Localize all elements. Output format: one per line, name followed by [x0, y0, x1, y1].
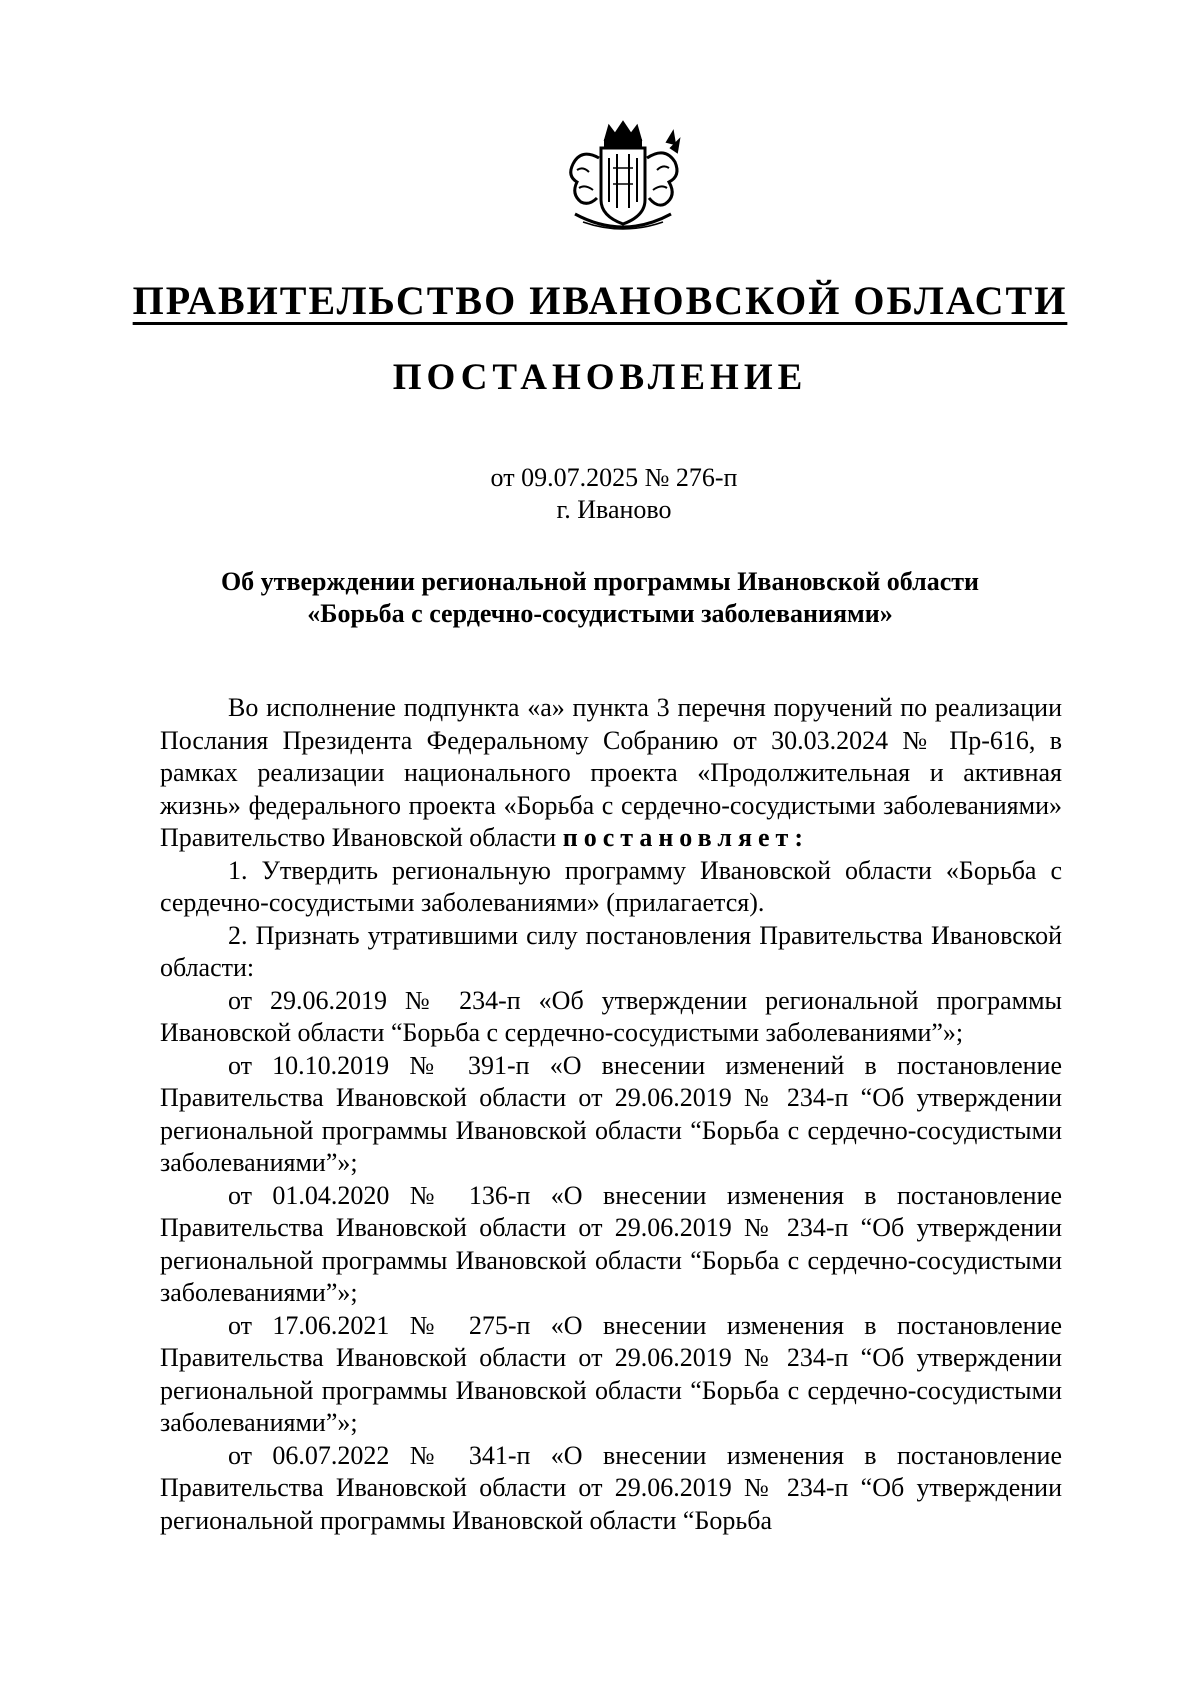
document-body [160, 692, 1062, 1537]
item-2-paragraph: 2. Признать утратившими силу постановления Правительства Ивановской области: [160, 920, 1062, 982]
subject-line-2: «Борьба с сердечно-сосудистыми заболеваниями» [307, 599, 893, 628]
repealed-act: от 06.07.2022 № 341-п «О внесении изменения в постановление Правительства Ивановской области от 29.06.2019 № 234-п “Об утверждении региональной программы Ивановской области “Борьба [160, 1440, 1062, 1535]
repealed-act: от 10.10.2019 № 391-п «О внесении изменений в постановление Правительства Ивановской области от 29.06.2019 № 234-п “Об утверждении региональной программы Ивановской области “Борьба с сердечно-сосудистыми заболеваниями”»; [160, 1050, 1062, 1177]
document-type: ПОСТАНОВЛЕНИЕ [392, 357, 808, 398]
item-1-paragraph: 1. Утвердить региональную программу Ивановской области «Борьба с сердечно-сосудистыми заболеваниями» (прилагается). [160, 855, 1062, 917]
document-subject [0, 566, 1200, 630]
organization-title: ПРАВИТЕЛЬСТВО ИВАНОВСКОЙ ОБЛАСТИ [132, 278, 1068, 323]
document-city: г. Иваново [556, 495, 672, 524]
repealed-act: от 01.04.2020 № 136-п «О внесении изменения в постановление Правительства Ивановской области от 29.06.2019 № 234-п “Об утверждении региональной программы Ивановской области “Борьба с сердечно-сосудистыми заболеваниями”»; [160, 1180, 1062, 1307]
coat-of-arms-emblem [553, 118, 693, 240]
document-date-number: от 09.07.2025 № 276-п [490, 463, 738, 492]
preamble-text: Во исполнение подпункта «а» пункта 3 перечня поручений по реализации Послания Президента Федеральному Собранию от 30.03.2024 № Пр-616, в рамках реализации национального проекта «Продолжительная и активная жизнь» федерального проекта «Борьба с сердечно-сосудистыми заболеваниями» Правительство Ивановской области [160, 693, 1062, 852]
repealed-act: от 29.06.2019 № 234-п «Об утверждении региональной программы Ивановской области “Борьба с сердечно-сосудистыми заболеваниями”»; [160, 985, 1062, 1047]
decree-word: постановляет: [562, 823, 809, 852]
preamble-paragraph [160, 692, 1062, 855]
document-meta [0, 462, 1200, 526]
subject-line-1: Об утверждении региональной программы Ивановской области [220, 567, 980, 596]
repealed-act: от 17.06.2021 № 275-п «О внесении изменения в постановление Правительства Ивановской области от 29.06.2019 № 234-п “Об утверждении региональной программы Ивановской области “Борьба с сердечно-сосудистыми заболеваниями”»; [160, 1310, 1062, 1437]
